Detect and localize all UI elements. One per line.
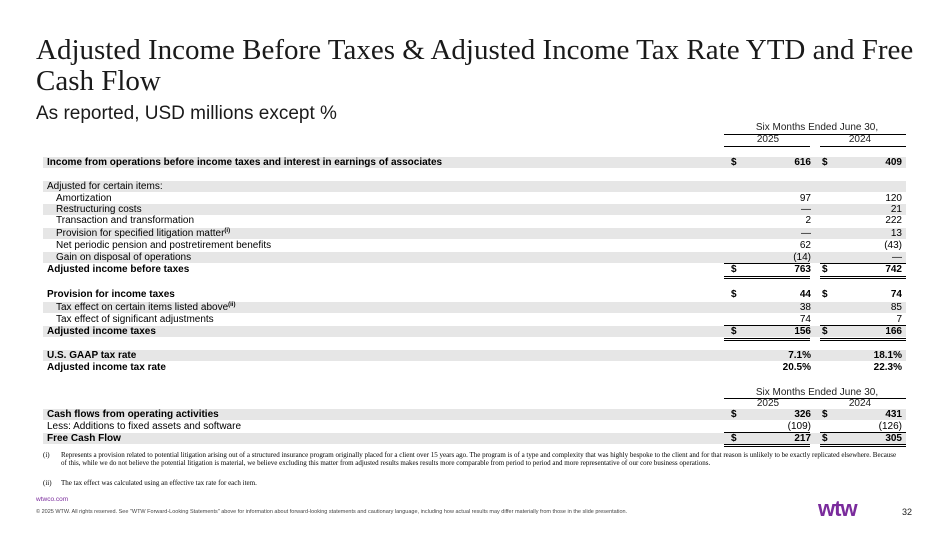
footer-legal-text: © 2025 WTW. All rights reserved. See "WTW Forward-Looking Statements" above for information about forward-looking statements and cautionary language, including how actual results may differ materially from those in the slide presentation. — [36, 509, 628, 515]
table1-year-2024: 2024 — [848, 134, 872, 145]
table1-year-2025: 2025 — [756, 134, 780, 145]
row-tax-effect-items: Tax effect on certain items listed above$^{(ii)}$ 38 85 — [43, 302, 906, 313]
rule — [724, 278, 810, 279]
table1-period-header: Six Months Ended June 30, — [755, 122, 879, 133]
rule — [724, 444, 810, 445]
row-cash-flows-operating: Cash flows from operating activities $ 326 $ 431 — [43, 409, 906, 420]
wtw-logo: wtw — [818, 496, 857, 521]
table2-year-2025: 2025 — [756, 398, 780, 409]
table2-period-header: Six Months Ended June 30, — [755, 387, 879, 398]
rule — [820, 446, 906, 447]
row-amortization: Amortization 97 120 — [56, 193, 902, 204]
slide-title: Adjusted Income Before Taxes & Adjusted Income Tax Rate YTD and Free Cash Flow — [36, 34, 914, 97]
table2-year-2024: 2024 — [848, 398, 872, 409]
row-additions-fixed-assets: Less: Additions to fixed assets and software (109) (126) — [47, 421, 902, 432]
rule — [724, 340, 810, 341]
footnote-ref-ii: (ii) — [228, 302, 236, 308]
row-restructuring: Restructuring costs — 21 — [43, 204, 906, 215]
row-adjusted-income-taxes: Adjusted income taxes $ 156 $ 166 — [43, 326, 906, 337]
rule — [724, 276, 810, 277]
row-adjusted-for: Adjusted for certain items: — [43, 181, 906, 192]
footnote-ref-i: (i) — [224, 228, 231, 234]
row-adjusted-income-before-taxes: Adjusted income before taxes $ 763 $ 742 — [47, 264, 902, 275]
row-provision-income-taxes: Provision for income taxes $ 44 $ 74 — [47, 289, 902, 300]
rule — [820, 444, 906, 445]
rule — [724, 338, 810, 339]
rule — [820, 338, 906, 339]
rule — [724, 446, 810, 447]
rule — [820, 340, 906, 341]
rule — [820, 276, 906, 277]
row-free-cash-flow: Free Cash Flow $ 217 $ 305 — [43, 433, 906, 444]
table1-year-rule-2024 — [820, 146, 906, 147]
footnote-i: (i) Represents a provision related to potential litigation arising out of a structured insurance program originally placed for a client over 15 years ago. The program is of a type and complexity that was highly bespoke to the client and for that reason is unlikely to be exactly replicated elsewhere. Because of this, while we do not believe the potential litigation is material, we believe excluding this matter from adjusted results makes results more comparable from period to period and more representative of our core business operations. — [43, 451, 897, 467]
row-pension: Net periodic pension and postretirement benefits 62 (43) — [56, 240, 902, 251]
page-number: 32 — [902, 507, 913, 517]
footer-url-link[interactable]: wtwco.com — [36, 496, 69, 503]
row-gain-disposal: Gain on disposal of operations (14) — — [43, 252, 906, 263]
row-transaction: Transaction and transformation 2 222 — [56, 215, 902, 226]
slide-subtitle: As reported, USD millions except % — [36, 103, 337, 124]
row-tax-effect-significant: Tax effect of significant adjustments 74 7 — [56, 314, 902, 325]
row-adjusted-tax-rate: Adjusted income tax rate 20.5% 22.3% — [47, 362, 902, 373]
table1-year-rule-2025 — [724, 146, 810, 147]
row-income-from-operations: Income from operations before income taxes and interest in earnings of associates $ 616 $ 409 — [43, 157, 906, 168]
row-provision-litigation: Provision for specified litigation matter$^{(i)}$ — 13 — [43, 228, 906, 239]
row-gaap-tax-rate: U.S. GAAP tax rate 7.1% 18.1% — [43, 350, 906, 361]
rule — [820, 278, 906, 279]
